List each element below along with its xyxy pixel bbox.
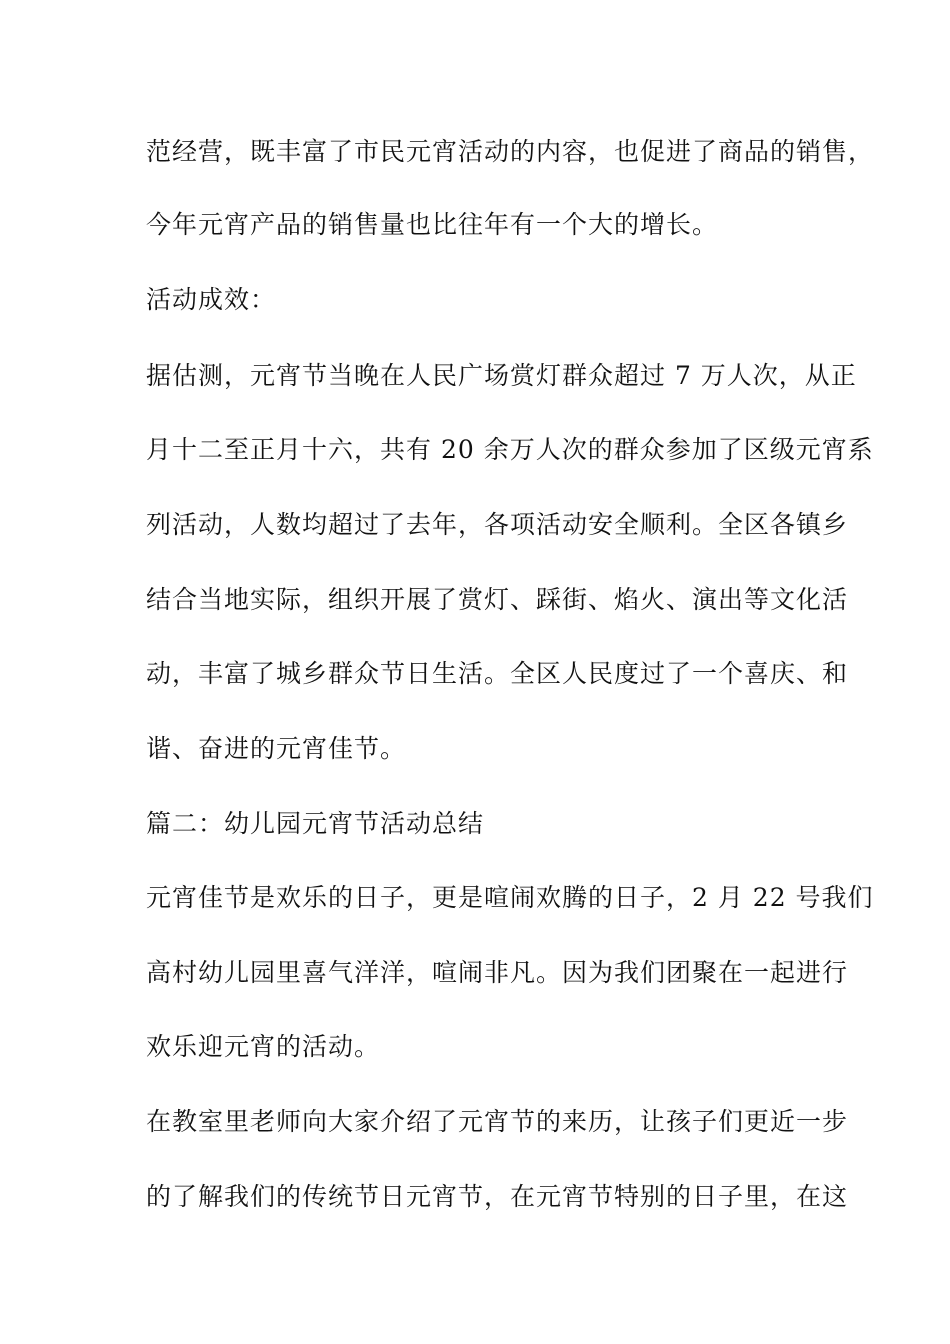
paragraph-line-8: 动，丰富了城乡群众节日生活。全区人民度过了一个喜庆、和 bbox=[146, 659, 849, 688]
section-heading-part-two: 篇二：幼儿园元宵节活动总结 bbox=[146, 809, 485, 838]
paragraph-line-2: 今年元宵产品的销售量也比往年有一个大的增长。 bbox=[146, 210, 719, 239]
paragraph-line-6: 列活动，人数均超过了去年，各项活动安全顺利。全区各镇乡 bbox=[146, 510, 849, 539]
section-heading-results: 活动成效： bbox=[146, 285, 277, 314]
paragraph-line-12: 高村幼儿园里喜气洋洋，喧闹非凡。因为我们团聚在一起进行 bbox=[146, 958, 849, 987]
paragraph-line-9: 谐、奋进的元宵佳节。 bbox=[146, 734, 407, 763]
paragraph-line-4: 据估测，元宵节当晚在人民广场赏灯群众超过 7 万人次，从正 bbox=[146, 361, 857, 390]
paragraph-line-1: 范经营，既丰富了市民元宵活动的内容，也促进了商品的销售， bbox=[146, 137, 875, 166]
paragraph-line-5: 月十二至正月十六，共有 20 余万人次的群众参加了区级元宵系 bbox=[146, 435, 874, 464]
paragraph-line-11: 元宵佳节是欢乐的日子，更是喧闹欢腾的日子，2 月 22 号我们 bbox=[146, 883, 874, 912]
paragraph-line-13: 欢乐迎元宵的活动。 bbox=[146, 1032, 381, 1061]
paragraph-line-14: 在教室里老师向大家介绍了元宵节的来历，让孩子们更近一步 bbox=[146, 1107, 849, 1136]
paragraph-line-7: 结合当地实际，组织开展了赏灯、踩街、焰火、演出等文化活 bbox=[146, 585, 849, 614]
paragraph-line-15: 的了解我们的传统节日元宵节，在元宵节特别的日子里，在这 bbox=[146, 1182, 849, 1211]
